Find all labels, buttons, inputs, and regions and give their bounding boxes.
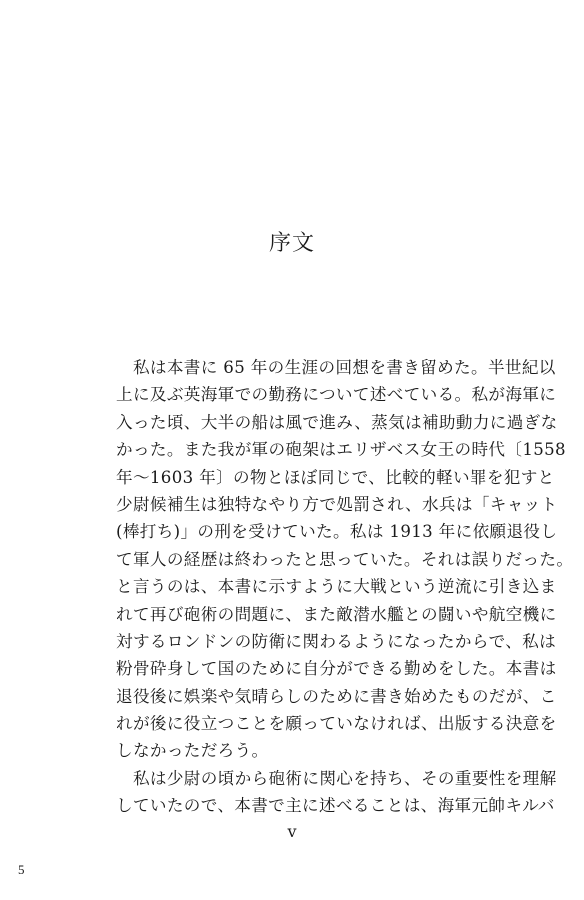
body-text	[116, 354, 574, 820]
text-line: 退役後に娯楽や気晴らしのために書き始めたものだが、こ	[116, 686, 557, 706]
text-line: 私は少尉の頃から砲術に関心を持ち、その重要性を理解	[116, 768, 557, 788]
text-line: 少尉候補生は独特なやり方で処罰され、水兵は「キャット	[116, 494, 558, 514]
text-line: て軍人の経歴は終わったと思っていた。それは誤りだった。	[116, 549, 574, 569]
text-line: れが後に役立つことを願っていなければ、出版する決意を	[116, 714, 557, 734]
text-line: 対するロンドンの防衛に関わるようになったからで、私は	[116, 631, 557, 651]
text-line: 上に及ぶ英海軍での勤務について述べている。私が海軍に	[116, 385, 557, 405]
text-line: 入った頃、大半の船は風で進み、蒸気は補助動力に過ぎな	[116, 412, 558, 432]
text-line: (棒打ち)」の刑を受けていた。私は 1913 年に依願退役し	[116, 522, 558, 542]
text-line: かった。また我が軍の砲架はエリザベス女王の時代〔1558	[116, 440, 566, 460]
text-line: 粉骨砕身して国のために自分ができる勤めをした。本書は	[116, 659, 557, 679]
text-line: 年～1603 年〕の物とほぼ同じで、比較的軽い罪を犯すと	[116, 467, 555, 487]
page-title: 序文	[268, 231, 315, 256]
sheet-number: 5	[18, 862, 25, 877]
text-line: していたので、本書で主に述べることは、海軍元帥キルバ	[116, 796, 555, 816]
text-line: と言うのは、本書に示すように大戦という逆流に引き込ま	[116, 577, 557, 597]
text-line: 私は本書に 65 年の生涯の回想を書き留めた。半世紀以	[116, 358, 556, 377]
text-line: しなかっただろう。	[116, 741, 269, 761]
page-number: v	[287, 822, 297, 841]
text-line: れて再び砲術の問題に、また敵潜水艦との闘いや航空機に	[116, 604, 557, 624]
